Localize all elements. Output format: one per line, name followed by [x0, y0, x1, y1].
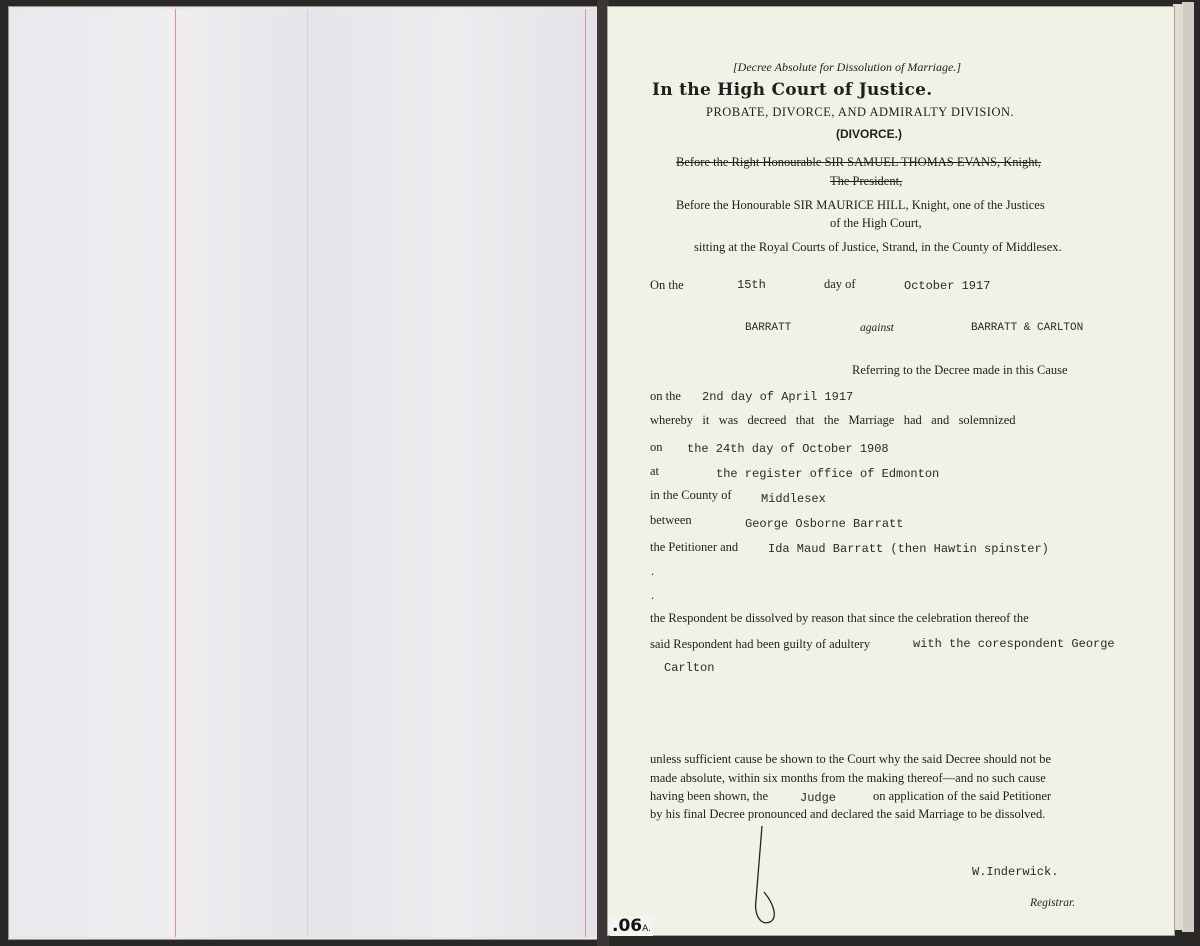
unless-line-3b: on application of the said Petitioner — [873, 789, 1052, 803]
corespondent-line: with the corespondent George — [913, 637, 1115, 651]
registrar-label: Registrar. — [1030, 897, 1076, 909]
petitioner-and-label: the Petitioner and — [650, 540, 739, 554]
day-of-value: October 1917 — [904, 279, 991, 293]
dot-mark: . — [651, 564, 655, 578]
referring-line: Referring to the Decree made in this Cause — [852, 363, 1068, 377]
unless-line-1: unless sufficient cause be shown to the Court why the said Decree should not be — [650, 752, 1052, 766]
judge-value: Judge — [800, 791, 837, 805]
before-line-1: Before the Honourable SIR MAURICE HILL, Knight, one of the Justices — [676, 198, 1045, 212]
left-blank-page — [8, 6, 605, 940]
court-title: In the High Court of Justice. — [652, 80, 933, 100]
dot-mark: . — [651, 588, 655, 602]
folio-number — [610, 916, 653, 936]
county-label: in the County of — [650, 488, 732, 502]
respondent-surnames: BARRATT & CARLTON — [971, 322, 1084, 334]
day-of-label: day of — [824, 277, 856, 291]
whereby-line: whereby it was decreed that the Marriage had and solemnized — [650, 413, 1016, 427]
against-label: against — [860, 322, 894, 334]
page-fold — [307, 9, 308, 937]
division-title: PROBATE, DIVORCE, AND ADMIRALTY DIVISION. — [706, 105, 1015, 119]
on-the-day-value: 15th — [737, 278, 766, 292]
county-value: Middlesex — [761, 492, 826, 506]
before-line-2: of the High Court, — [830, 216, 922, 230]
sitting-line: sitting at the Royal Courts of Justice, Strand, in the County of Middlesex. — [694, 240, 1062, 254]
page-edge — [1182, 2, 1194, 932]
folio-suffix: A. — [642, 924, 651, 934]
folio-value: .06 — [612, 916, 643, 936]
header-note: [Decree Absolute for Dissolution of Marriage.] — [733, 60, 961, 74]
guilty-line: said Respondent had been guilty of adultery — [650, 637, 871, 651]
petitioner-full-name: George Osborne Barratt — [745, 517, 904, 531]
at-label: at — [650, 464, 660, 478]
unless-line-2: made absolute, within six months from the making thereof—and no such cause — [650, 771, 1046, 785]
on-the2-label: on the — [650, 389, 681, 403]
on-the-label: On the — [650, 278, 684, 292]
left-page-sheet — [17, 9, 599, 937]
struck-president-line: The President, — [830, 174, 903, 188]
petitioner-surname: BARRATT — [745, 322, 792, 334]
unless-line-3a: having been shown, the — [650, 789, 769, 803]
signature-mark — [748, 822, 788, 930]
corespondent-continued: Carlton — [664, 661, 715, 675]
unless-line-4: by his final Decree pronounced and declared the said Marriage to be dissolved. — [650, 807, 1046, 821]
marriage-date: the 24th day of October 1908 — [687, 442, 889, 456]
respondent-dissolved-line: the Respondent be dissolved by reason that since the celebration thereof the — [650, 611, 1029, 625]
margin-rule-right — [585, 9, 586, 937]
struck-before-line: Before the Right Honourable SIR SAMUEL THOMAS EVANS, Knight, — [676, 155, 1042, 169]
between-label: between — [650, 513, 692, 527]
subdivision-title: (DIVORCE.) — [836, 127, 902, 141]
decree-date: 2nd day of April 1917 — [702, 390, 854, 404]
margin-rule-left — [175, 9, 176, 937]
marriage-place: the register office of Edmonton — [716, 467, 940, 481]
respondent-full-name: Ida Maud Barratt (then Hawtin spinster) — [768, 542, 1049, 556]
on-label: on — [650, 440, 663, 454]
registrar-name: W.Inderwick. — [972, 865, 1059, 879]
